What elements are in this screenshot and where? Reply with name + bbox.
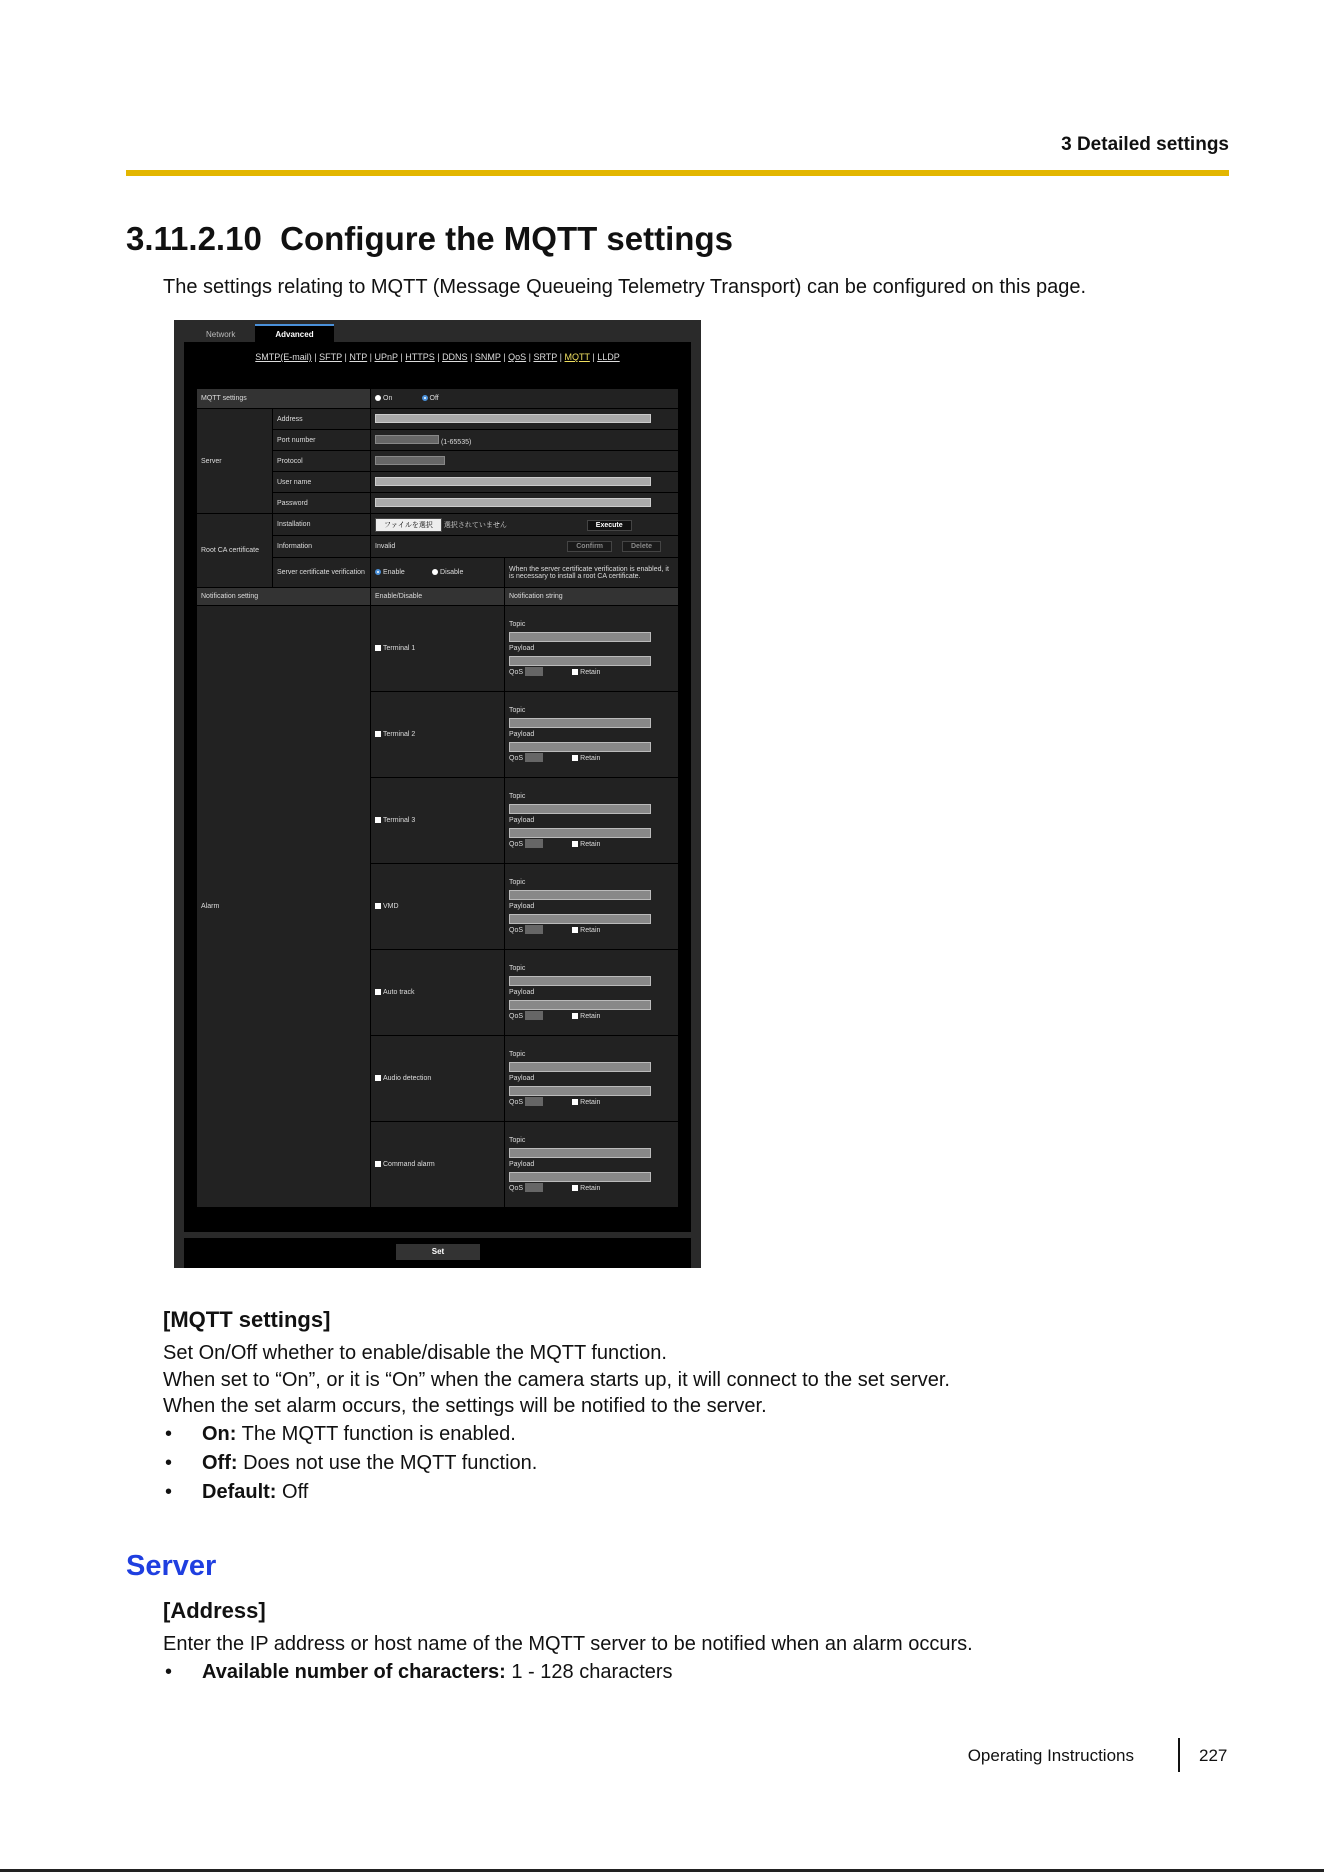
- qos-select[interactable]: [525, 753, 543, 762]
- terminal-1-notification: [505, 606, 679, 692]
- qos-label: QoS: [509, 754, 524, 762]
- topic-input[interactable]: [509, 890, 651, 900]
- vmd-checkbox[interactable]: [375, 903, 381, 909]
- server-label: Server: [197, 409, 273, 514]
- page-title: 3.11.2.10 Configure the MQTT settings: [126, 220, 733, 257]
- radio-disable[interactable]: [432, 569, 438, 575]
- payload-label: Payload: [509, 902, 535, 910]
- payload-label: Payload: [509, 1160, 535, 1168]
- settings-panel: [184, 342, 691, 1232]
- nav-upnp[interactable]: UPnP: [374, 352, 398, 362]
- section-header: 3 Detailed settings: [1061, 134, 1229, 155]
- page-number: 227: [1199, 1746, 1228, 1765]
- settings-table: [196, 388, 679, 1208]
- port-label: Port number: [273, 430, 371, 451]
- footer-divider: [1178, 1738, 1180, 1772]
- nav-snmp[interactable]: SNMP: [474, 352, 501, 362]
- terminal-3-row: [371, 778, 505, 864]
- qos-label: QoS: [509, 840, 524, 848]
- radio-off[interactable]: [422, 395, 428, 401]
- retain-label: Retain: [580, 668, 601, 676]
- header-rule: [126, 170, 1229, 176]
- nav-https[interactable]: HTTPS: [405, 352, 435, 362]
- terminal-3-label: Terminal 3: [383, 817, 416, 824]
- retain-checkbox[interactable]: [572, 927, 578, 933]
- payload-label: Payload: [509, 644, 535, 652]
- server-heading: Server: [126, 1550, 217, 1582]
- qos-select[interactable]: [525, 667, 543, 676]
- retain-label: Retain: [580, 754, 601, 762]
- topic-input[interactable]: [509, 718, 651, 728]
- radio-on-label: On: [383, 395, 393, 402]
- nav-smtp[interactable]: SMTP(E-mail): [255, 352, 312, 362]
- topic-label: Topic: [509, 792, 526, 800]
- topic-label: Topic: [509, 706, 526, 714]
- payload-input[interactable]: [509, 1000, 651, 1010]
- footer-text: Operating Instructions: [967, 1746, 1134, 1765]
- qos-label: QoS: [509, 926, 524, 934]
- radio-enable[interactable]: [375, 569, 381, 575]
- address-description: Enter the IP address or host name of the MQTT server to be notified when an alarm occurs.: [163, 1633, 973, 1655]
- terminal-3-notification: [505, 778, 679, 864]
- payload-label: Payload: [509, 816, 535, 824]
- mqtt-line-3: When the set alarm occurs, the settings will be notified to the server.: [163, 1395, 767, 1417]
- topic-label: Topic: [509, 1050, 526, 1058]
- retain-checkbox[interactable]: [572, 841, 578, 847]
- retain-label: Retain: [580, 840, 601, 848]
- retain-checkbox[interactable]: [572, 1185, 578, 1191]
- nav-qos[interactable]: QoS: [508, 352, 527, 362]
- qos-label: QoS: [509, 1012, 524, 1020]
- retain-checkbox[interactable]: [572, 1099, 578, 1105]
- bullet-text: Off: [276, 1481, 309, 1503]
- mqtt-settings-screenshot: [174, 320, 701, 1268]
- tab-bar: [186, 324, 334, 342]
- qos-label: QoS: [509, 1184, 524, 1192]
- execute-button[interactable]: Execute: [587, 520, 632, 531]
- bullet-label: Default:: [202, 1481, 277, 1503]
- topic-input[interactable]: [509, 976, 651, 986]
- address-heading: [Address]: [163, 1598, 266, 1623]
- retain-label: Retain: [580, 1184, 601, 1192]
- set-button[interactable]: Set: [396, 1244, 480, 1260]
- nav-mqtt[interactable]: MQTT: [564, 352, 590, 362]
- terminal-1-label: Terminal 1: [383, 645, 416, 652]
- payload-input[interactable]: [509, 742, 651, 752]
- radio-enable-label: Enable: [383, 569, 405, 576]
- terminal-3-checkbox[interactable]: [375, 817, 381, 823]
- protocol-label: Protocol: [273, 451, 371, 472]
- topic-input[interactable]: [509, 1148, 651, 1158]
- radio-off-label: Off: [429, 395, 439, 402]
- qos-select[interactable]: [525, 1097, 543, 1106]
- retain-label: Retain: [580, 1012, 601, 1020]
- mqtt-line-2: When set to “On”, or it is “On” when the camera starts up, it will connect to the set server.: [163, 1369, 950, 1391]
- username-label: User name: [273, 472, 371, 493]
- bullet-characters: • Available number of characters: 1 - 128 characters: [165, 1661, 673, 1683]
- terminal-2-notification: [505, 692, 679, 778]
- qos-select[interactable]: [525, 839, 543, 848]
- installation-label: Installation: [273, 514, 371, 536]
- nav-lldp[interactable]: LLDP: [597, 352, 620, 362]
- retain-label: Retain: [580, 926, 601, 934]
- terminal-1-row: [371, 606, 505, 692]
- topic-input[interactable]: [509, 632, 651, 642]
- bullet-off: • Off: Does not use the MQTT function.: [165, 1452, 538, 1474]
- radio-on[interactable]: [375, 395, 381, 401]
- mqtt-toggle: [371, 389, 679, 409]
- confirm-button[interactable]: Confirm: [567, 541, 612, 552]
- verification-note: When the server certificate verification is enabled, it is necessary to install a root CA certificate.: [505, 558, 679, 588]
- audio-detection-checkbox[interactable]: [375, 1075, 381, 1081]
- delete-button[interactable]: Delete: [622, 541, 661, 552]
- terminal-2-label: Terminal 2: [383, 731, 416, 738]
- topic-label: Topic: [509, 620, 526, 628]
- auto-track-label: Auto track: [383, 989, 415, 996]
- payload-input[interactable]: [509, 828, 651, 838]
- retain-label: Retain: [580, 1098, 601, 1106]
- vmd-label: VMD: [383, 903, 399, 910]
- notification-setting-label: Notification setting: [197, 588, 371, 606]
- retain-checkbox[interactable]: [572, 755, 578, 761]
- bullet-label: Off:: [202, 1452, 238, 1474]
- nav-srtp[interactable]: SRTP: [533, 352, 558, 362]
- nav-sftp[interactable]: SFTP: [319, 352, 342, 362]
- retain-checkbox[interactable]: [572, 1013, 578, 1019]
- qos-select[interactable]: [525, 925, 543, 934]
- information-label: Information: [273, 536, 371, 558]
- command-alarm-row: [371, 1122, 505, 1208]
- payload-input[interactable]: [509, 656, 651, 666]
- topic-label: Topic: [509, 1136, 526, 1144]
- mqtt-settings-label: MQTT settings: [197, 389, 371, 409]
- set-bar: [184, 1238, 691, 1268]
- auto-track-notification: [505, 950, 679, 1036]
- enable-disable-label: Enable/Disable: [371, 588, 505, 606]
- choose-file-button[interactable]: ファイルを選択: [375, 518, 442, 532]
- port-input[interactable]: [375, 435, 439, 444]
- auto-track-row: [371, 950, 505, 1036]
- alarm-label: Alarm: [197, 606, 371, 1208]
- mqtt-settings-heading: [MQTT settings]: [163, 1307, 331, 1332]
- payload-input[interactable]: [509, 1086, 651, 1096]
- notification-string-label: Notification string: [505, 588, 679, 606]
- bullet-label: On:: [202, 1423, 237, 1445]
- vmd-row: [371, 864, 505, 950]
- protocol-select[interactable]: [375, 456, 445, 465]
- cert-status: Invalid: [375, 543, 396, 550]
- payload-input[interactable]: [509, 914, 651, 924]
- vmd-notification: [505, 864, 679, 950]
- auto-track-checkbox[interactable]: [375, 989, 381, 995]
- command-alarm-checkbox[interactable]: [375, 1161, 381, 1167]
- payload-label: Payload: [509, 988, 535, 996]
- password-label: Password: [273, 493, 371, 514]
- retain-checkbox[interactable]: [572, 669, 578, 675]
- audio-detection-label: Audio detection: [383, 1075, 432, 1082]
- terminal-1-checkbox[interactable]: [375, 645, 381, 651]
- nav-links: SMTP(E-mail) | SFTP | NTP | UPnP | HTTPS | DDNS | SNMP | QoS | SRTP | MQTT | LLDP: [255, 352, 620, 362]
- bullet-text: The MQTT function is enabled.: [236, 1423, 516, 1445]
- intro-text: The settings relating to MQTT (Message Queueing Telemetry Transport) can be configured on this page.: [163, 276, 1087, 298]
- audio-detection-row: [371, 1036, 505, 1122]
- topic-label: Topic: [509, 964, 526, 972]
- payload-input[interactable]: [509, 1172, 651, 1182]
- nav-ddns[interactable]: DDNS: [442, 352, 468, 362]
- port-range: (1-65535): [440, 438, 472, 446]
- bullet-on: • On: The MQTT function is enabled.: [165, 1423, 516, 1445]
- tab-advanced[interactable]: Advanced: [255, 324, 333, 342]
- bullet-text: Does not use the MQTT function.: [237, 1452, 538, 1474]
- command-alarm-label: Command alarm: [383, 1161, 435, 1168]
- topic-input[interactable]: [509, 1062, 651, 1072]
- password-input[interactable]: [375, 498, 651, 507]
- command-alarm-notification: [505, 1122, 679, 1208]
- topic-label: Topic: [509, 878, 526, 886]
- file-status: 選択されていません: [443, 521, 507, 529]
- qos-select[interactable]: [525, 1011, 543, 1020]
- payload-label: Payload: [509, 1074, 535, 1082]
- payload-label: Payload: [509, 730, 535, 738]
- qos-select[interactable]: [525, 1183, 543, 1192]
- mqtt-line-1: Set On/Off whether to enable/disable the MQTT function.: [163, 1342, 667, 1364]
- bullet-text: 1 - 128 characters: [505, 1661, 673, 1683]
- bullet-label: Available number of characters:: [202, 1661, 506, 1683]
- qos-label: QoS: [509, 1098, 524, 1106]
- username-input[interactable]: [375, 477, 651, 486]
- topic-input[interactable]: [509, 804, 651, 814]
- address-input[interactable]: [375, 414, 651, 423]
- root-ca-label: Root CA certificate: [197, 514, 273, 588]
- radio-disable-label: Disable: [440, 569, 464, 576]
- server-cert-label: Server certificate verification: [273, 558, 371, 588]
- bullet-default: • Default: Off: [165, 1481, 309, 1503]
- qos-label: QoS: [509, 668, 524, 676]
- terminal-2-row: [371, 692, 505, 778]
- audio-detection-notification: [505, 1036, 679, 1122]
- tab-network[interactable]: Network: [186, 326, 255, 344]
- address-label: Address: [273, 409, 371, 430]
- nav-ntp[interactable]: NTP: [349, 352, 368, 362]
- terminal-2-checkbox[interactable]: [375, 731, 381, 737]
